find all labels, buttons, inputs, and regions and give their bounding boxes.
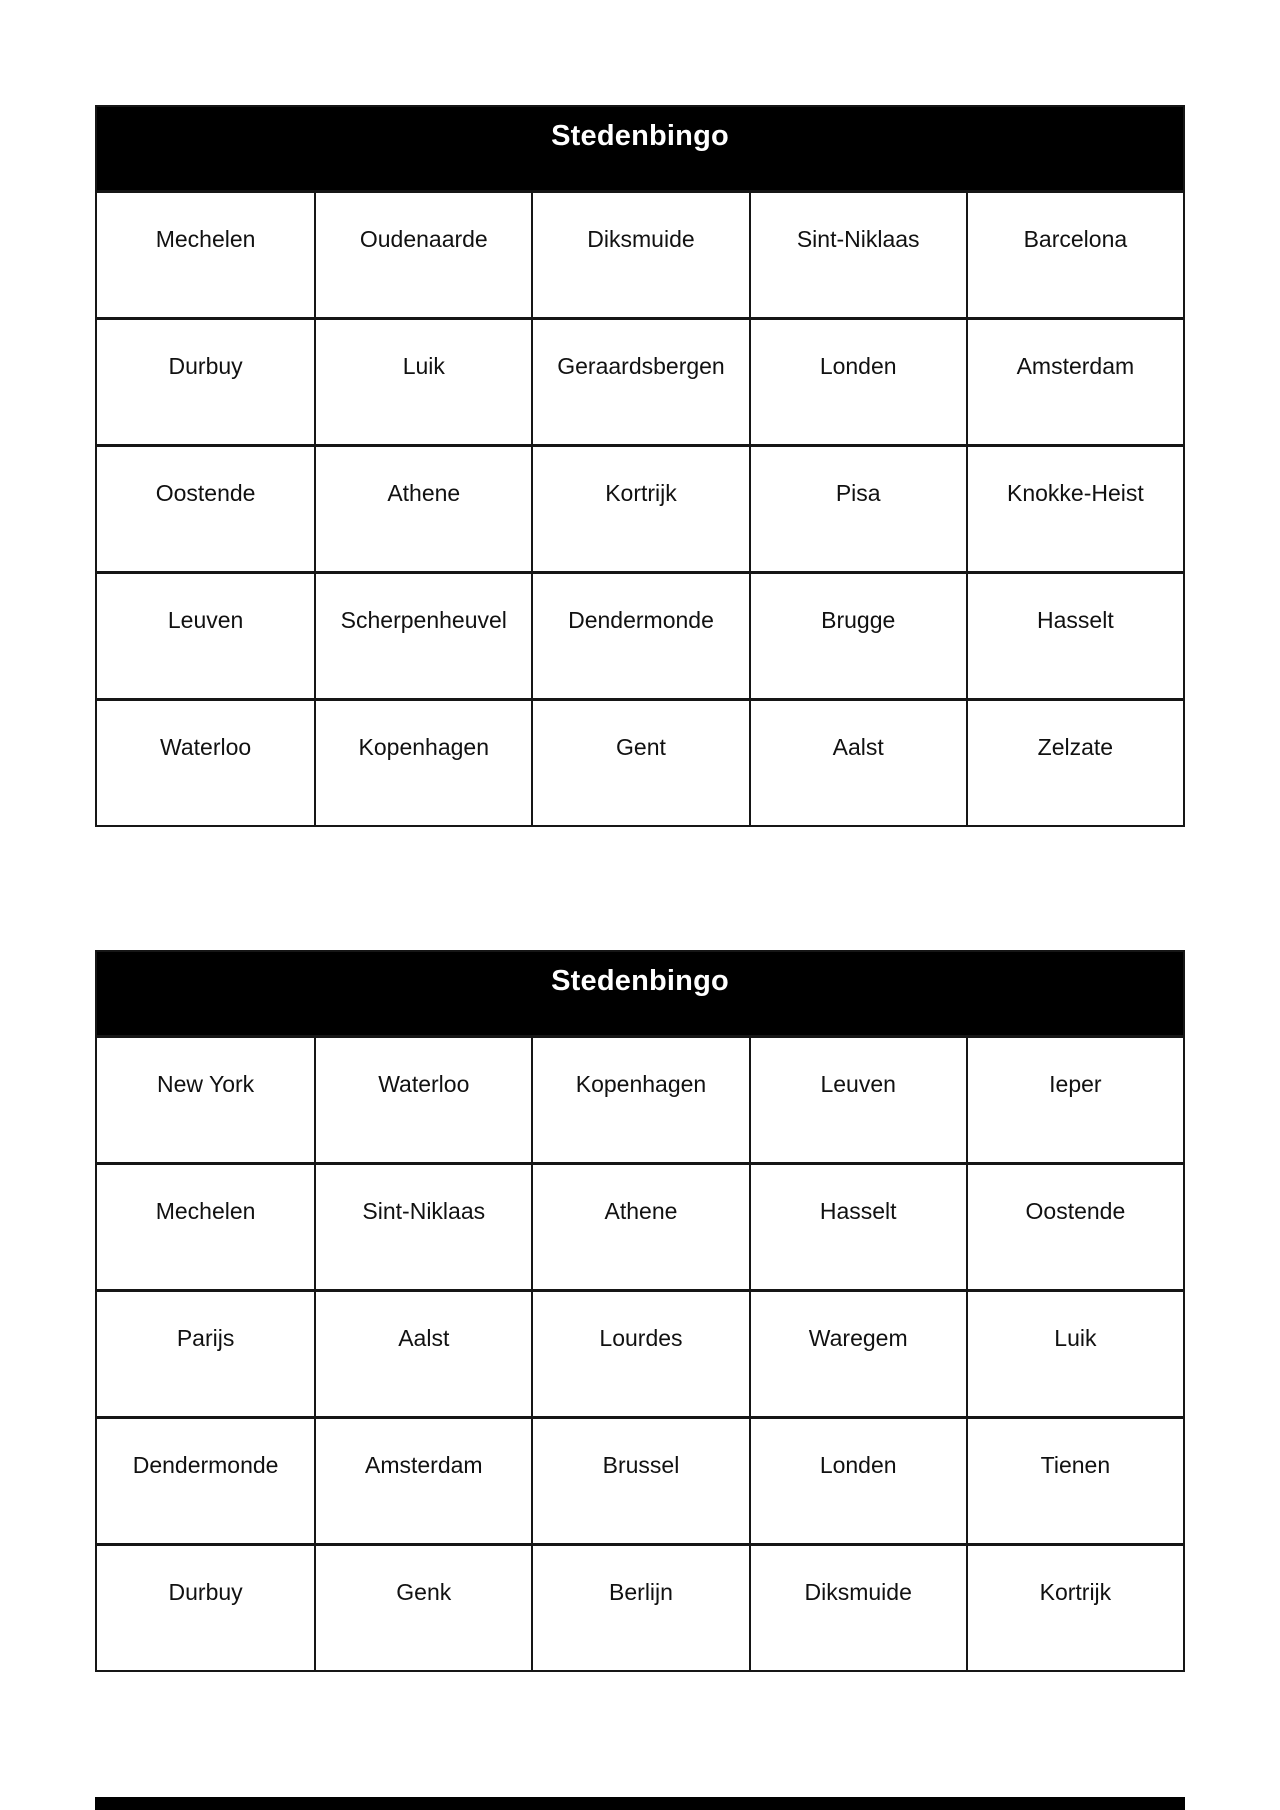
city-label: Amsterdam xyxy=(1016,353,1135,379)
city-label: Gent xyxy=(616,734,666,760)
city-label: Leuven xyxy=(820,1071,896,1097)
bingo-cell xyxy=(314,1416,531,1543)
bingo-cell xyxy=(749,1162,966,1289)
bingo-cell xyxy=(749,1035,966,1162)
bingo-cell xyxy=(531,317,748,444)
city-label: Zelzate xyxy=(1037,734,1114,760)
city-label: Brussel xyxy=(602,1452,680,1478)
bingo-card xyxy=(95,105,1185,827)
city-label: Aalst xyxy=(398,1325,450,1351)
city-label: Diksmuide xyxy=(587,226,695,252)
bingo-cell xyxy=(749,571,966,698)
bingo-cell xyxy=(314,1543,531,1670)
city-label: Parijs xyxy=(176,1325,235,1351)
city-label: Waterloo xyxy=(378,1071,470,1097)
bingo-cell xyxy=(531,571,748,698)
city-label: Pisa xyxy=(835,480,881,506)
bingo-cell xyxy=(749,1543,966,1670)
city-label: Durbuy xyxy=(168,353,243,379)
city-label: Leuven xyxy=(167,607,244,633)
city-label: Scherpenheuvel xyxy=(340,607,507,633)
bingo-cell xyxy=(314,571,531,698)
bingo-cell xyxy=(97,444,314,571)
city-label: Mechelen xyxy=(155,1198,256,1224)
city-label: Waterloo xyxy=(160,734,252,760)
city-label: Dendermonde xyxy=(568,607,714,633)
bingo-cell xyxy=(314,317,531,444)
bingo-cell xyxy=(531,1289,748,1416)
bingo-cell xyxy=(966,571,1183,698)
city-label: Oudenaarde xyxy=(359,226,488,252)
card-title: Stedenbingo xyxy=(551,120,729,152)
bingo-cell xyxy=(97,190,314,317)
bingo-cell xyxy=(749,444,966,571)
card-header xyxy=(97,107,1183,190)
bingo-cell xyxy=(749,698,966,825)
city-label: Amsterdam xyxy=(364,1452,483,1478)
bingo-cell xyxy=(966,1416,1183,1543)
city-label: Mechelen xyxy=(155,226,256,252)
bingo-cell xyxy=(97,1035,314,1162)
third-card-header-partial xyxy=(95,1797,1185,1810)
city-label: Lourdes xyxy=(599,1325,683,1351)
bingo-cell xyxy=(314,190,531,317)
city-label: Londen xyxy=(819,353,897,379)
bingo-cell xyxy=(966,190,1183,317)
bingo-cell xyxy=(97,698,314,825)
bingo-cell xyxy=(749,1416,966,1543)
bingo-cell xyxy=(314,698,531,825)
bingo-cell xyxy=(314,1289,531,1416)
city-label: Athene xyxy=(387,480,461,506)
city-label: Diksmuide xyxy=(804,1579,912,1605)
city-label: Luik xyxy=(402,353,445,379)
bingo-cell xyxy=(531,1416,748,1543)
city-label: Oostende xyxy=(155,480,256,506)
city-label: Londen xyxy=(819,1452,897,1478)
city-label: Luik xyxy=(1054,1325,1097,1351)
city-label: Tienen xyxy=(1040,1452,1111,1478)
bingo-cell xyxy=(531,1162,748,1289)
city-label: Durbuy xyxy=(168,1579,243,1605)
bingo-cell xyxy=(531,444,748,571)
bingo-cell xyxy=(966,444,1183,571)
bingo-cell xyxy=(749,317,966,444)
city-label: Sint-Niklaas xyxy=(362,1198,486,1224)
bingo-cell xyxy=(531,190,748,317)
card-header xyxy=(97,952,1183,1035)
city-label: Geraardsbergen xyxy=(557,353,725,379)
city-label: Genk xyxy=(396,1579,452,1605)
bingo-cell xyxy=(314,1035,531,1162)
bingo-cell xyxy=(97,1416,314,1543)
bingo-cell xyxy=(97,317,314,444)
city-label: Kopenhagen xyxy=(358,734,490,760)
bingo-cell xyxy=(966,1543,1183,1670)
city-label: Brugge xyxy=(821,607,896,633)
bingo-grid xyxy=(97,1035,1183,1670)
bingo-cell xyxy=(749,1289,966,1416)
bingo-cell xyxy=(966,1162,1183,1289)
city-label: Hasselt xyxy=(1037,607,1114,633)
city-label: Waregem xyxy=(808,1325,908,1351)
city-label: Berlijn xyxy=(609,1579,673,1605)
city-label: New York xyxy=(157,1071,255,1097)
city-label: Sint-Niklaas xyxy=(796,226,920,252)
bingo-cell xyxy=(97,1289,314,1416)
city-label: Kopenhagen xyxy=(575,1071,707,1097)
bingo-cell xyxy=(97,571,314,698)
bingo-cell xyxy=(314,444,531,571)
card-title: Stedenbingo xyxy=(551,965,729,997)
bingo-card xyxy=(95,950,1185,1672)
bingo-cell xyxy=(97,1543,314,1670)
city-label: Aalst xyxy=(832,734,884,760)
bingo-cell xyxy=(531,1543,748,1670)
bingo-cell xyxy=(749,190,966,317)
city-label: Athene xyxy=(604,1198,678,1224)
bingo-cell xyxy=(966,317,1183,444)
bingo-cell xyxy=(966,1035,1183,1162)
bingo-cell xyxy=(531,698,748,825)
bingo-grid xyxy=(97,190,1183,825)
city-label: Ieper xyxy=(1049,1071,1102,1097)
bingo-cell xyxy=(97,1162,314,1289)
bingo-cell xyxy=(531,1035,748,1162)
city-label: Dendermonde xyxy=(132,1452,279,1478)
city-label: Knokke-Heist xyxy=(1007,480,1144,506)
city-label: Oostende xyxy=(1025,1198,1126,1224)
city-label: Barcelona xyxy=(1023,226,1128,252)
bingo-cell xyxy=(966,698,1183,825)
city-label: Kortrijk xyxy=(1039,1579,1112,1605)
bingo-cell xyxy=(966,1289,1183,1416)
city-label: Kortrijk xyxy=(605,480,677,506)
bingo-cell xyxy=(314,1162,531,1289)
city-label: Hasselt xyxy=(819,1198,897,1224)
